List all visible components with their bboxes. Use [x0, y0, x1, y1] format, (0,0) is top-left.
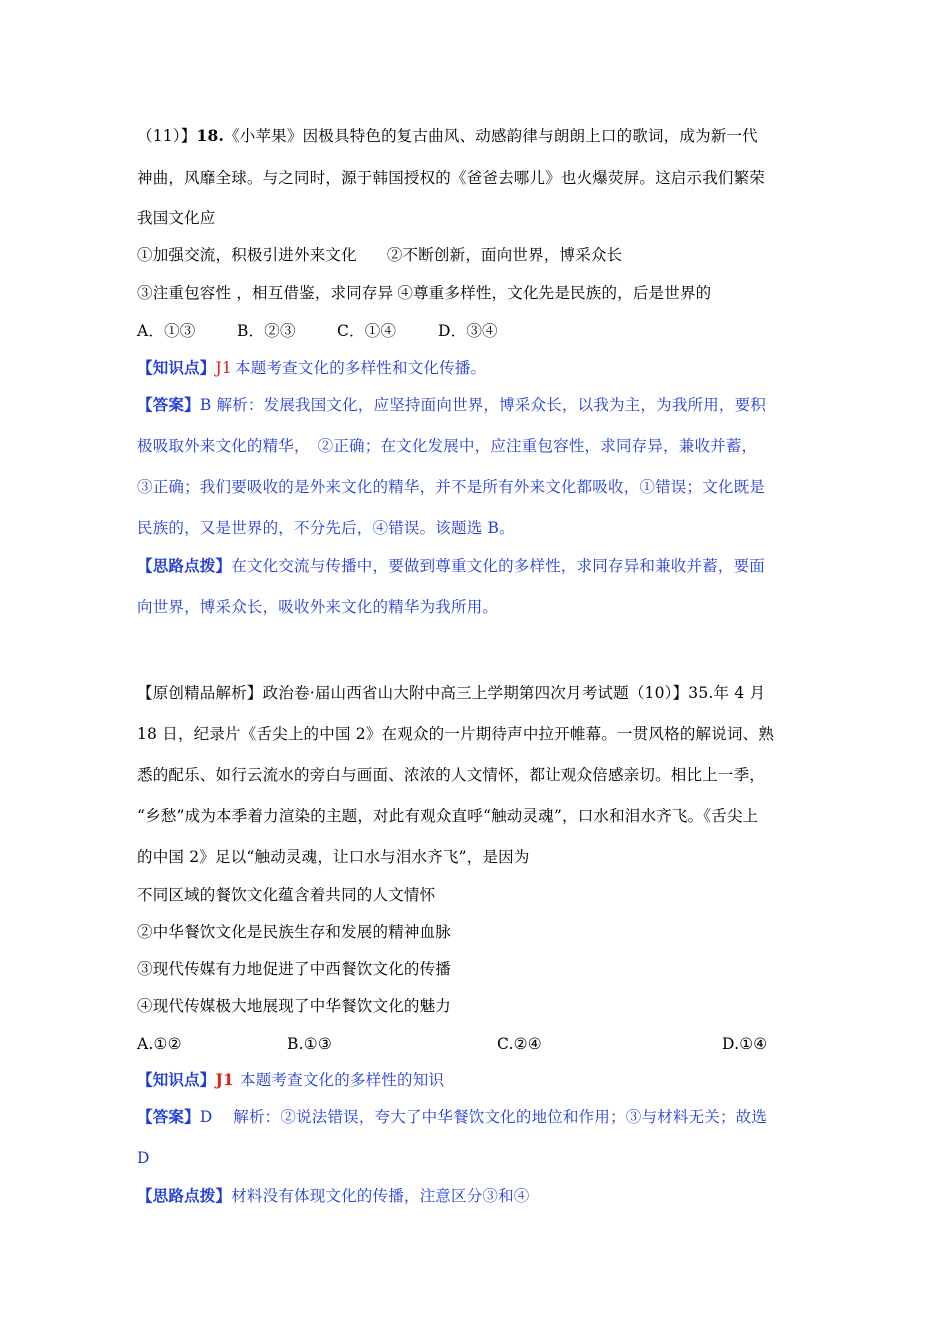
q2-tip: [137, 1186, 530, 1206]
q1-item-2: ②不断创新，面向世界，博采众长: [386, 246, 623, 264]
q1-item-1: ①加强交流，积极引进外来文化: [137, 246, 357, 264]
q1-answer-text-1: B 解析：发展我国文化，应坚持面向世界，博采众长，以我为主，为我所用，要积: [199, 396, 767, 414]
q2-option-b: B.①③: [287, 1035, 332, 1053]
q1-stem-line-1: [137, 126, 758, 146]
q2-answer-label: 【答案】: [137, 1107, 200, 1126]
q1-tip-text-1: 在文化交流与传播中，要做到尊重文化的多样性，求同存异和兼收并蓄，要面: [231, 557, 766, 575]
q2-knowledge-point: [137, 1070, 444, 1090]
q1-kp-text: 本题考查文化的多样性和文化传播。: [235, 359, 487, 377]
q1-items-row-2: [137, 283, 711, 303]
q1-answer-label: 【答案】: [137, 395, 200, 414]
q2-stem-line-3: 悉的配乐、如行云流水的旁白与画面、浓浓的人文情怀，都让观众倍感亲切。相比上一季，: [137, 766, 766, 784]
q2-item-4: ④现代传媒极大地展现了中华餐饮文化的魅力: [137, 997, 452, 1015]
q1-stem-text-1: 《小苹果》因极具特色的复古曲风、动感韵律与朗朗上口的歌词，成为新一代: [224, 127, 758, 145]
q1-number: 18.: [196, 126, 225, 145]
q2-item-1: 不同区域的餐饮文化蕴含着共同的人文情怀: [137, 886, 436, 904]
q2-stem-line-5: 的中国 2》足以“触动灵魂，让口水与泪水齐飞”，是因为: [137, 848, 530, 866]
q2-kp-text: 本题考查文化的多样性的知识: [240, 1071, 445, 1089]
q1-item-3: ③注重包容性 ，相互借鉴，求同存异: [137, 284, 394, 302]
q1-source-tail: （11）】: [137, 127, 197, 145]
q1-tip-label: 【思路点拨】: [137, 556, 232, 575]
q1-answer-line-4: 民族的，又是世界的，不分先后，④错误。该题选 B。: [137, 519, 515, 537]
q2-answer-line-2: D: [137, 1149, 150, 1167]
q1-option-c: C．①④: [337, 322, 397, 340]
q2-kp-code: J1: [215, 1070, 235, 1089]
q1-stem-line-3: 我国文化应: [137, 209, 216, 227]
q1-option-a: A．①③: [137, 322, 196, 340]
q1-answer-line-2: 极吸取外来文化的精华， ②正确；在文化发展中，应注重包容性，求同存异，兼收并蓄，: [137, 437, 758, 455]
q2-tip-text: 材料没有体现文化的传播，注意区分③和④: [231, 1187, 530, 1205]
q1-stem-line-2: 神曲，风靡全球。与之同时，源于韩国授权的《爸爸去哪儿》也火爆荧屏。这启示我们繁荣: [137, 169, 766, 187]
q2-item-3: ③现代传媒有力地促进了中西餐饮文化的传播: [137, 960, 452, 978]
q1-knowledge-point: [137, 358, 486, 378]
q2-kp-label: 【知识点】: [137, 1070, 216, 1089]
q1-item-4: ④尊重多样性，文化先是民族的，后是世界的: [397, 284, 712, 302]
q1-tip-line-1: [137, 556, 765, 576]
q1-answer-line-1: [137, 395, 766, 415]
q2-tip-label: 【思路点拨】: [137, 1186, 232, 1205]
q1-option-d: D．③④: [438, 322, 498, 340]
q2-stem-line-4: “乡愁”成为本季着力渲染的主题，对此有观众直呼“触动灵魂”，口水和泪水齐飞。《舌尖上: [137, 807, 759, 825]
q2-stem-line-1: 【原创精品解析】政治卷·届山西省山大附中高三上学期第四次月考试题（10）】35.年 4 月: [137, 684, 766, 702]
q1-kp-code: J1: [215, 359, 232, 377]
q2-option-c: C.②④: [497, 1035, 542, 1053]
q2-option-d: D.①④: [722, 1035, 768, 1053]
q1-items-row-1: [137, 245, 622, 265]
q1-options: [137, 321, 498, 341]
q2-item-2: ②中华餐饮文化是民族生存和发展的精神血脉: [137, 923, 452, 941]
q2-answer-line-1: [137, 1107, 767, 1127]
q2-option-a: A.①②: [137, 1035, 182, 1053]
q1-tip-line-2: 向世界，博采众长，吸收外来文化的精华为我所用。: [137, 598, 499, 616]
q2-options: [137, 1034, 767, 1054]
q1-kp-label: 【知识点】: [137, 358, 216, 377]
q1-option-b: B．②③: [237, 322, 296, 340]
q1-answer-line-3: ③正确；我们要吸收的是外来文化的精华，并不是所有外来文化都吸收，①错误；文化既是: [137, 478, 766, 496]
q2-answer-text-1: D 解析：②说法错误，夸大了中华餐饮文化的地位和作用；③与材料无关；故选: [199, 1108, 768, 1126]
q2-stem-line-2: 18 日，纪录片《舌尖上的中国 2》在观众的一片期待声中拉开帷幕。一贯风格的解说词、熟: [137, 725, 775, 743]
